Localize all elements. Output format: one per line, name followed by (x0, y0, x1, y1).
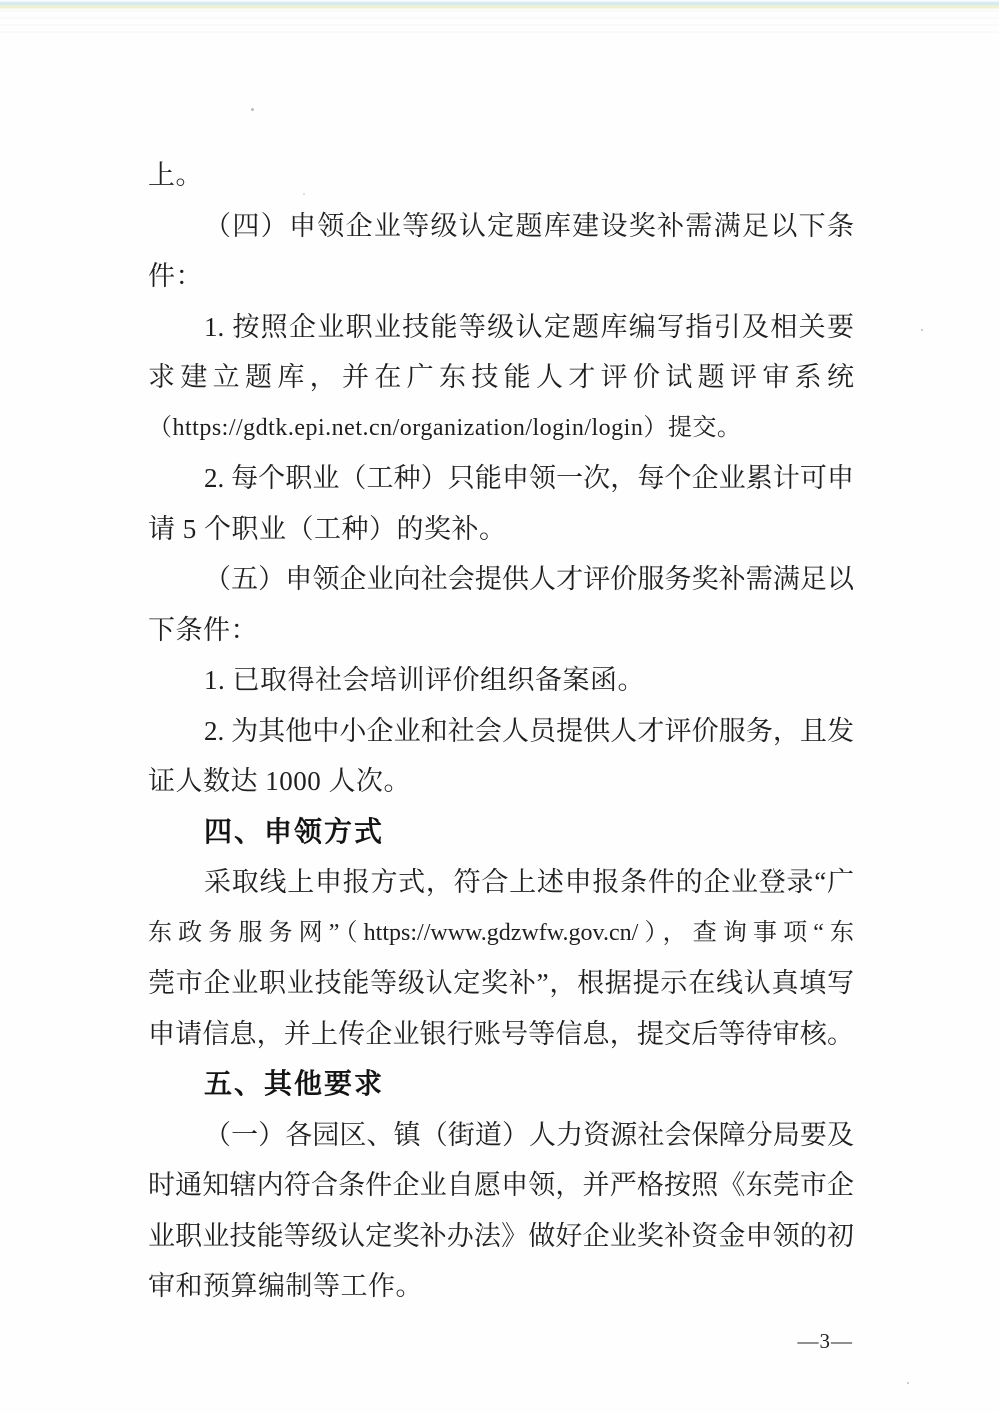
doc-line: 2. 每个职业（工种）只能申领一次，每个企业累计可申 (204, 463, 854, 493)
doc-line-url-gdzwfw: 东政务服务网”（https://www.gdzwfw.gov.cn/），查询事项“东 (148, 919, 854, 946)
doc-line: 采取线上申报方式，符合上述申报条件的企业登录“广 (204, 867, 854, 897)
scan-speck (907, 1382, 909, 1384)
doc-line: 审和预算编制等工作。 (148, 1271, 423, 1301)
doc-line: 2. 为其他中小企业和社会人员提供人才评价服务，且发 (204, 715, 854, 746)
heading-section-4: 四、申领方式 (204, 815, 385, 847)
doc-line-item-1: （一）各园区、镇（街道）人力资源社会保障分局要及 (204, 1119, 854, 1150)
doc-line: 上。 (148, 160, 203, 190)
doc-line: 莞市企业职业技能等级认定奖补”，根据提示在线认真填写 (148, 968, 854, 998)
doc-line: 证人数达 1000 人次。 (148, 766, 411, 796)
scan-streak-artifact (0, 10, 999, 36)
doc-line: 1. 按照企业职业技能等级认定题库编写指引及相关要 (204, 311, 854, 342)
doc-line: 时通知辖内符合条件企业自愿申领，并严格按照《东莞市企 (148, 1170, 854, 1200)
page-number: —3— (797, 1329, 853, 1353)
doc-line: 请 5 个职业（工种）的奖补。 (148, 513, 507, 544)
scan-color-artifact-band (0, 0, 999, 10)
document-text-block (148, 150, 854, 1312)
doc-line: 下条件： (148, 614, 258, 645)
heading-section-5: 五、其他要求 (204, 1068, 385, 1099)
doc-line: 申请信息，并上传企业银行账号等信息，提交后等待审核。 (148, 1018, 854, 1049)
doc-line: 件： (148, 261, 203, 291)
doc-line-url-gdtk: （https://gdtk.epi.net.cn/organization/login/login）提交。 (148, 414, 742, 441)
doc-line-item-5: （五）申领企业向社会提供人才评价服务奖补需满足以 (204, 564, 854, 594)
scan-speck (303, 193, 305, 195)
doc-line-item-4: （四）申领企业等级认定题库建设奖补需满足以下条 (204, 210, 854, 241)
scan-speck (251, 108, 254, 111)
doc-line: 求建立题库，并在广东技能人才评价试题评审系统 (148, 362, 854, 392)
scan-speck (921, 329, 923, 331)
doc-line: 1. 已取得社会培训评价组织备案函。 (204, 665, 645, 695)
doc-line: 业职业技能等级认定奖补办法》做好企业奖补资金申领的初 (148, 1220, 854, 1251)
